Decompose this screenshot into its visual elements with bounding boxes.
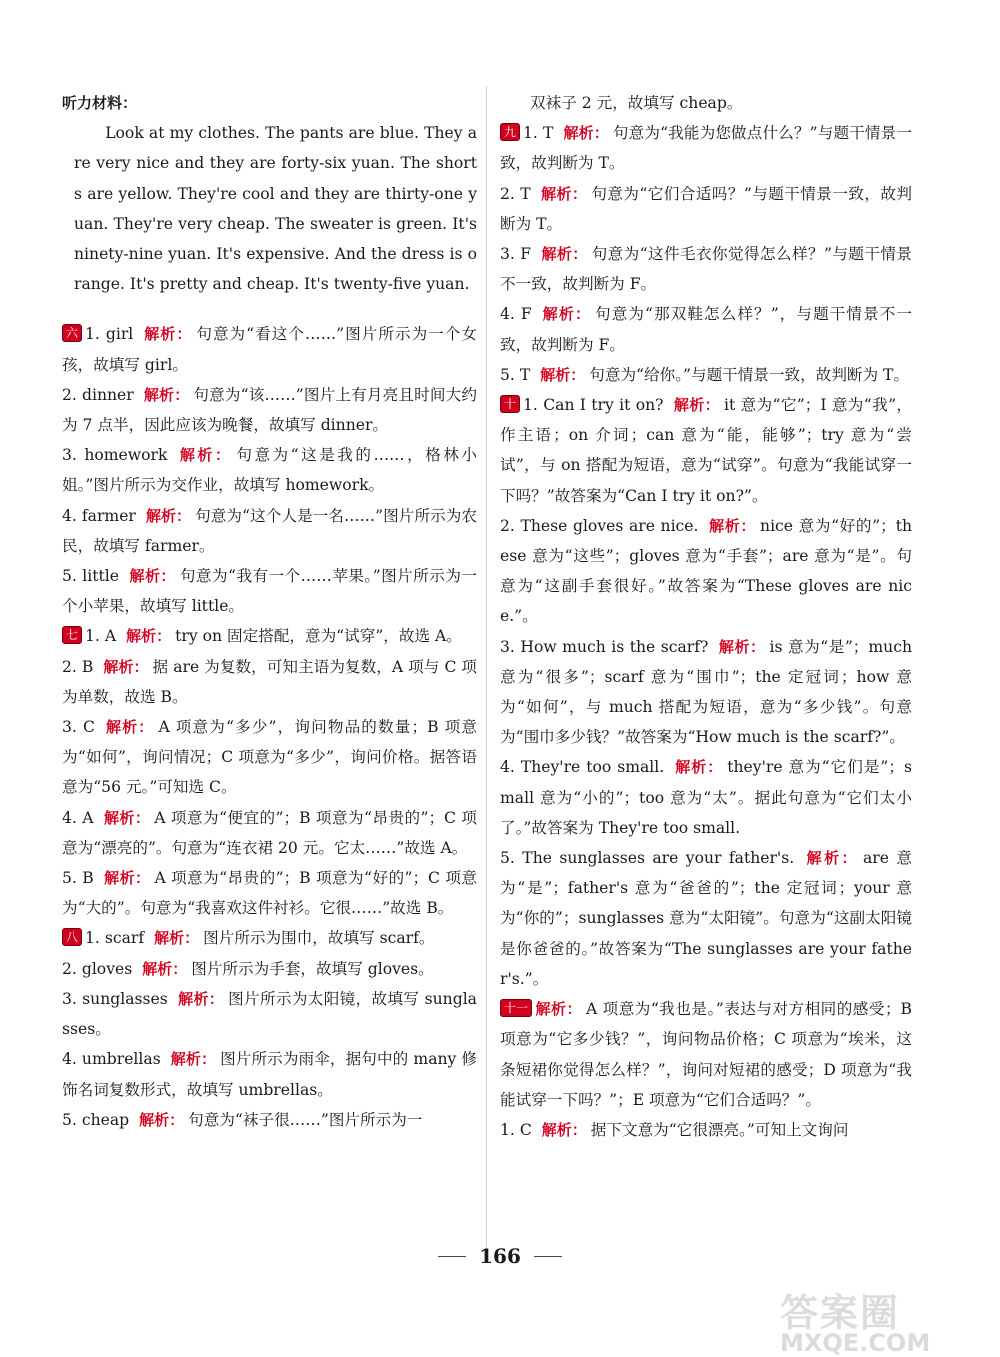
- answer-item: [500, 299, 912, 359]
- answer-item: [500, 752, 912, 843]
- answer-section: [500, 390, 912, 994]
- intro-text: A 项意为“我也是。”表达与对方相同的感受；B 项意为“它多少钱？”，询问物品价格；C 项意为“埃米，这条短裙你觉得怎么样？”，询问对短裙的感受；D 项意为“我能试穿一下吗？”；E 项意为“它们合适吗？”。: [500, 1000, 912, 1109]
- answer-key: 1. A: [85, 627, 117, 646]
- answer-key: 5. B: [62, 869, 94, 888]
- answer-key: 4. farmer: [62, 506, 136, 525]
- answer-item: [62, 561, 477, 621]
- answer-key: 2. T: [500, 184, 531, 203]
- explanation-text: nice 意为“好的”；these 意为“这些”；gloves 意为“手套”；are 意为“是”。句意为“这副手套很好。”故答案为“These gloves are nice.”。: [500, 516, 913, 626]
- answer-section: [62, 923, 477, 1134]
- explain-label: 解析：: [718, 637, 766, 656]
- answer-key: 2. gloves: [62, 959, 133, 978]
- watermark-top: 答案圈: [780, 1291, 901, 1335]
- explain-label: 解析：: [804, 849, 860, 868]
- section-badge: 六: [62, 324, 82, 342]
- explain-label: 解析：: [143, 325, 193, 344]
- explanation-text: 句意为“我有一个……苹果。”图片所示为一个小苹果，故填写 little。: [62, 567, 477, 616]
- explain-label: 解析：: [540, 365, 586, 384]
- answer-key: 3. F: [500, 245, 532, 264]
- explain-label: 解析：: [142, 959, 188, 978]
- answer-key: 1. Can I try it on?: [523, 396, 664, 415]
- explanation-text: 据 are 为复数，可知主语为复数，A 项与 C 项为单数，故选 B。: [62, 657, 477, 706]
- answer-key: 5. cheap: [62, 1110, 130, 1129]
- answer-key: 4. They're too small.: [500, 758, 665, 777]
- explanation-text: try on 固定搭配，意为“试穿”，故选 A。: [175, 627, 462, 646]
- section-intro: [500, 994, 912, 1115]
- section-badge: 九: [500, 123, 520, 141]
- explain-label: 解析：: [541, 1120, 587, 1139]
- explain-label: 解析：: [103, 657, 149, 676]
- explanation-text: 句意为“那双鞋怎么样？”，与题干情景不一致，故判断为 F。: [500, 305, 912, 354]
- explain-label: 解析：: [103, 869, 151, 888]
- answer-item: [500, 239, 912, 299]
- explain-label: 解析：: [541, 245, 588, 264]
- answer-item: [62, 863, 477, 923]
- explanation-text: it 意为“它”；I 意为“我”，作主语；on 介词；can 意为“能，能够”；try 意为“尝试”，与 on 搭配为短语，意为“试穿”。句意为“我能试穿一下吗？”故答案为“Can I try it on?”。: [500, 396, 912, 505]
- explanation-text: 图片所示为围巾，故填写 scarf。: [203, 929, 435, 948]
- watermark-bottom: MXQE.COM: [780, 1329, 931, 1357]
- explain-label: 解析：: [674, 758, 724, 777]
- explanation-text: are 意为“是”；father's 意为“爸爸的”；the 定冠词；your 意为“你的”；sunglasses 意为“太阳镜”。句意为“这副太阳镜是你爸爸的。”故答案为“The sunglasses are your father's.”。: [500, 849, 913, 988]
- answer-item: [62, 501, 477, 561]
- explanation-text: 图片所示为太阳镜，故填写 sunglasses。: [62, 989, 477, 1039]
- answer-key: 5. T: [500, 365, 531, 384]
- answer-section: [500, 994, 912, 1145]
- explanation-text: is 意为“是”；much 意为“很多”；scarf 意为“围巾”；the 定冠词；how 意为“如何”，与 much 搭配为短语，意为“多少钱”。句意为“围巾多少钱？”故答案为“How much is the scarf?”。: [500, 637, 913, 747]
- explanation-text: 句意为“这件毛衣你觉得怎么样？”与题干情景不一致，故判断为 F。: [500, 245, 912, 294]
- listening-material: [74, 118, 477, 299]
- answer-key: 2. These gloves are nice.: [500, 516, 699, 535]
- page-footer: [0, 1244, 1000, 1268]
- section-badge: 八: [62, 928, 82, 946]
- explain-label: 解析：: [145, 506, 192, 525]
- explain-label: 解析：: [143, 385, 190, 404]
- answer-key: 5. The sunglasses are your father's.: [500, 849, 795, 868]
- answer-key: 4. A: [62, 808, 94, 827]
- explanation-text: A 项意为“便宜的”；B 项意为“昂贵的”；C 项意为“漂亮的”。句意为“连衣裙 20 元。它太……”故选 A。: [62, 808, 477, 857]
- watermark-logo: [780, 1282, 970, 1357]
- explain-label: 解析：: [139, 1110, 185, 1129]
- explain-label: 解析：: [540, 184, 588, 203]
- answer-item: [500, 118, 912, 178]
- explanation-text: 图片所示为手套，故填写 gloves。: [191, 959, 434, 978]
- answer-key: 5. little: [62, 567, 120, 586]
- answer-item: [62, 984, 477, 1044]
- explain-label: 解析：: [535, 1000, 582, 1019]
- answer-item: [62, 923, 477, 953]
- section-badge: 七: [62, 626, 82, 644]
- footer-rule-right: [534, 1256, 562, 1257]
- explain-label: 解析：: [177, 446, 233, 465]
- explanation-text: 句意为“该……”图片上有月亮且时间大约为 7 点半，因此应该为晚餐，故填写 dinner。: [62, 385, 477, 435]
- answer-key: 4. umbrellas: [62, 1050, 161, 1069]
- answer-item: [500, 179, 912, 239]
- answer-item: [500, 360, 912, 390]
- explain-label: 解析：: [103, 808, 151, 827]
- answer-key: 3. homework: [62, 446, 168, 465]
- explanation-text: 句意为“看这个……”图片所示为一个女孩，故填写 girl。: [62, 325, 477, 374]
- explanation-text: 句意为“这是我的……，格林小姐。”图片所示为交作业，故填写 homework。: [62, 446, 477, 495]
- answer-key: 1. C: [500, 1120, 532, 1139]
- answer-item: [62, 803, 477, 863]
- left-answer-sections: [62, 319, 477, 1134]
- explanation-text: 句意为“给你。”与题干情景一致，故判断为 T。: [589, 365, 910, 384]
- explanation-text: 据下文意为“它很漂亮。”可知上文询问: [590, 1120, 849, 1139]
- answer-item: [500, 511, 912, 632]
- right-column: [500, 88, 912, 1145]
- answer-key: 1. T: [523, 124, 554, 143]
- answer-key: 3. C: [62, 718, 95, 737]
- answer-key: 4. F: [500, 305, 532, 324]
- answer-item: [62, 712, 477, 803]
- answer-key: 1. girl: [85, 325, 134, 344]
- answer-item: [62, 1044, 477, 1104]
- explanation-text: A 项意为“昂贵的”；B 项意为“好的”；C 项意为“大的”。句意为“我喜欢这件衬衫。它很……”故选 B。: [62, 869, 477, 918]
- explain-label: 解析：: [170, 1050, 217, 1069]
- explain-label: 解析：: [563, 124, 609, 143]
- answer-item: [500, 390, 912, 511]
- answer-section: [62, 621, 477, 923]
- explanation-text: 图片所示为雨伞，据句中的 many 修饰名词复数形式，故填写 umbrellas。: [62, 1050, 477, 1099]
- section-badge: 十: [500, 395, 520, 413]
- explanation-text: 句意为“我能为您做点什么？”与题干情景一致，故判断为 T。: [500, 124, 912, 173]
- explain-label: 解析：: [126, 627, 172, 646]
- answer-item: [62, 1105, 477, 1135]
- footer-rule-left: [438, 1256, 466, 1257]
- answer-key: 3. How much is the scarf?: [500, 637, 709, 656]
- explanation-text: 句意为“它们合适吗？”与题干情景一致，故判断为 T。: [500, 184, 912, 233]
- answer-item: [500, 632, 912, 753]
- explain-label: 解析：: [104, 718, 155, 737]
- answer-section: [500, 118, 912, 390]
- explain-label: 解析：: [708, 516, 757, 535]
- explanation-text: 句意为“袜子很……”图片所示为一: [188, 1110, 423, 1129]
- answer-section: [62, 319, 477, 621]
- explain-label: 解析：: [129, 567, 176, 586]
- answer-item: [62, 954, 477, 984]
- answer-item: [62, 440, 477, 500]
- answer-item: [500, 1115, 912, 1145]
- explanation-text: A 项意为“多少”，询问物品的数量；B 项意为“如何”，询问情况；C 项意为“多少”，询问价格。据答语意为“56 元。”可知选 C。: [62, 718, 477, 797]
- answer-key: 1. scarf: [85, 929, 145, 948]
- explain-label: 解析：: [541, 305, 592, 324]
- answer-key: 3. sunglasses: [62, 989, 168, 1008]
- right-answer-sections: [500, 118, 912, 1145]
- answer-item: [62, 380, 477, 440]
- page-number: 166: [479, 1244, 521, 1268]
- answer-key: 2. B: [62, 657, 94, 676]
- section-badge: 十一: [500, 999, 532, 1017]
- continuation-line: 双袜子 2 元，故填写 cheap。: [530, 94, 743, 112]
- answer-item: [500, 843, 912, 994]
- answer-key: 2. dinner: [62, 385, 134, 404]
- explain-label: 解析：: [177, 989, 225, 1008]
- explain-label: 解析：: [673, 396, 720, 415]
- column-divider: [486, 86, 487, 1261]
- listening-text: Look at my clothes. The pants are blue. They are very nice and they are forty-six yuan. The shorts are yellow. They're cool and they are thirty-one yuan. They're very cheap. The sweater is green. It's ninety-nine yuan. It's expensive. And the dress is orange. It's pretty and cheap. It's twenty-five yuan.: [74, 124, 477, 294]
- answer-item: [62, 621, 477, 651]
- explain-label: 解析：: [154, 929, 200, 948]
- explanation-text: they're 意为“它们是”；small 意为“小的”；too 意为“太”。据此句意为“它们太小了。”故答案为 They're too small.: [500, 758, 912, 837]
- explanation-text: 句意为“这个人是一名……”图片所示为农民，故填写 farmer。: [62, 506, 477, 555]
- answer-item: [62, 652, 477, 712]
- answer-item: [62, 319, 477, 379]
- left-column: [62, 88, 477, 1135]
- listening-title: 听力材料：: [62, 94, 138, 112]
